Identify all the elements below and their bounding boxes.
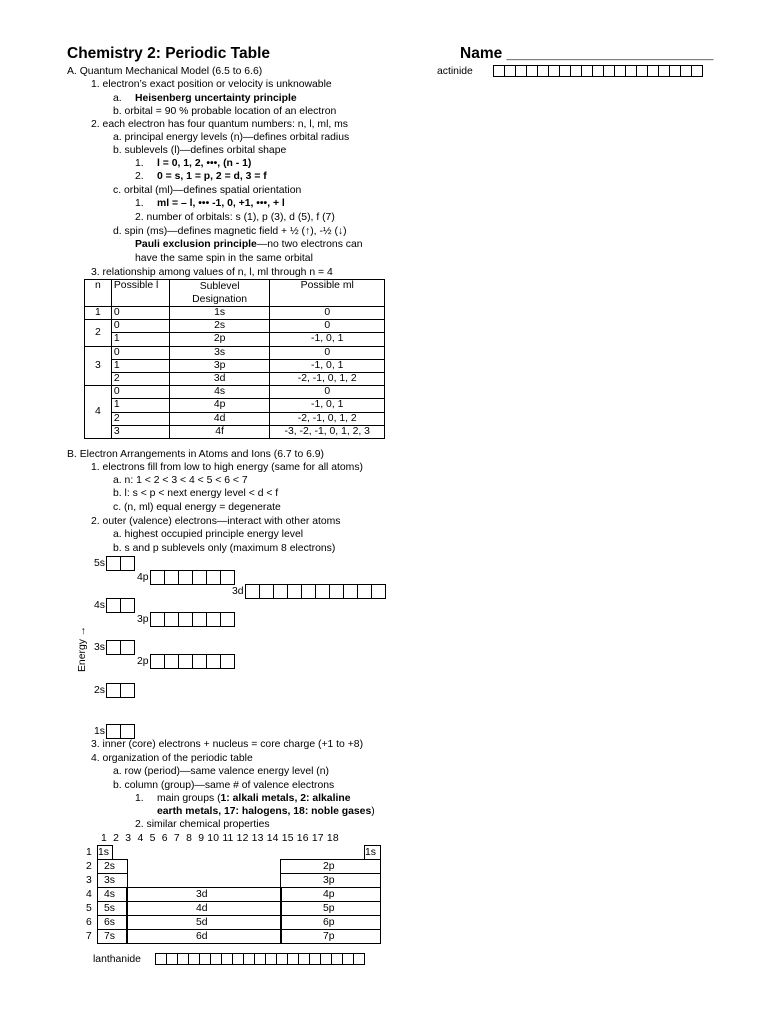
- orbital-label: 4s: [94, 599, 105, 611]
- item-a2b: b. sublevels (l)—defines orbital shape: [113, 145, 287, 156]
- item-a1: 1. electron’s exact position or velocity is unknowable: [91, 79, 332, 90]
- section-b-heading: B. Electron Arrangements in Atoms and Ions (6.7 to 6.9): [67, 449, 325, 460]
- item-a2: 2. each electron has four quantum numbers: n, l, ml, ms: [91, 119, 349, 130]
- item-b1c: c. (n, ml) equal energy = degenerate: [113, 502, 281, 513]
- cell: 2: [111, 372, 169, 385]
- period-number: 2: [86, 861, 92, 872]
- divider: [97, 901, 127, 902]
- item-a1b: b. orbital = 90 % probable location of an electron: [113, 106, 337, 117]
- actinide-boxes[interactable]: [493, 65, 703, 77]
- p-block-1s: [364, 845, 381, 860]
- cell: 3: [111, 425, 169, 438]
- cell: 4p: [169, 399, 270, 412]
- main-groups-post: ): [371, 806, 375, 817]
- cell: 4s: [169, 386, 270, 399]
- section-a-heading: A. Quantum Mechanical Model (6.5 to 6.6): [67, 66, 263, 77]
- s-cell: 2s: [104, 861, 115, 872]
- table-header-row: [85, 280, 385, 307]
- orbital-2s: [94, 683, 135, 698]
- period-number: 7: [86, 931, 92, 942]
- orbital-5s: [94, 556, 135, 571]
- orbital-label: 2s: [94, 684, 105, 696]
- item-b2a: a. highest occupied principle energy level: [113, 529, 304, 540]
- cell: 2p: [169, 333, 270, 346]
- divider: [97, 873, 127, 874]
- orbital-boxes[interactable]: [106, 640, 135, 655]
- p-cell: 6p: [323, 917, 335, 928]
- item-a1a-num: a.: [113, 93, 122, 104]
- cell: 0: [111, 386, 169, 399]
- orbital-boxes[interactable]: [106, 598, 135, 613]
- period-number: 1: [86, 847, 92, 858]
- cell-label: 1s: [365, 847, 376, 858]
- cell: 0: [111, 307, 169, 320]
- d-cell: 4d: [196, 903, 208, 914]
- item-a2d: d. spin (ms)—defines magnetic field + ½ (↑), -½ (↓): [113, 226, 347, 237]
- table-row: [85, 359, 385, 372]
- s-block-1s: [97, 845, 113, 860]
- item-a2b2: 0 = s, 1 = p, 2 = d, 3 = f: [157, 171, 267, 182]
- orbital-boxes[interactable]: [106, 556, 135, 571]
- cell-n: 2: [85, 320, 112, 346]
- item-a2c1-num: 1.: [135, 198, 144, 209]
- orbital-label: 1s: [94, 725, 105, 737]
- cell-n: 4: [85, 386, 112, 439]
- orbital-1s: [94, 724, 135, 739]
- item-b4a: a. row (period)—same valence energy level (n): [113, 766, 329, 777]
- cell: 1: [111, 399, 169, 412]
- item-b4b2: 2. similar chemical properties: [135, 819, 270, 830]
- cell: 0: [270, 346, 385, 359]
- header-n: n: [85, 280, 112, 307]
- table-row: [85, 372, 385, 385]
- item-a2d-pauli-line: [135, 238, 363, 251]
- item-a2a: a. principal energy levels (n)—defines orbital radius: [113, 132, 350, 143]
- orbital-label: 3p: [137, 613, 149, 625]
- cell: 1: [111, 359, 169, 372]
- s-cell: 3s: [104, 875, 115, 886]
- lanthanide-label: lanthanide: [93, 954, 141, 965]
- orbital-boxes[interactable]: [106, 724, 135, 739]
- item-b1: 1. electrons fill from low to high energy (same for all atoms): [91, 462, 363, 473]
- item-a2c1: ml = – l, ••• -1, 0, +1, •••, + l: [157, 198, 285, 209]
- main-groups-bold2: earth metals, 17: halogens, 18: noble gases: [157, 806, 372, 817]
- orbital-boxes[interactable]: [106, 683, 135, 698]
- orbital-2p: [137, 654, 235, 669]
- orbital-label: 3s: [94, 641, 105, 653]
- orbital-3s: [94, 640, 135, 655]
- item-a2c2: 2. number of orbitals: s (1), p (3), d (5), f (7): [135, 212, 335, 223]
- cell-n: 1: [85, 307, 112, 320]
- orbital-label: 4p: [137, 571, 149, 583]
- pauli-rest: —no two electrons can: [256, 239, 363, 250]
- item-b3: 3. inner (core) electrons + nucleus = core charge (+1 to +8): [91, 739, 364, 750]
- item-a2b2-num: 2.: [135, 171, 144, 182]
- energy-axis-label: Energy →: [77, 625, 88, 672]
- table-row: [85, 399, 385, 412]
- period-number: 6: [86, 917, 92, 928]
- lanthanide-boxes[interactable]: [155, 953, 365, 965]
- cell: 0: [270, 307, 385, 320]
- pauli-principle: Pauli exclusion principle: [135, 239, 257, 250]
- header-possible-l: Possible l: [111, 280, 169, 307]
- cell: 1s: [169, 307, 270, 320]
- p-cell: 3p: [323, 875, 335, 886]
- p-cell: 7p: [323, 931, 335, 942]
- cell: 3s: [169, 346, 270, 359]
- s-cell: 7s: [104, 931, 115, 942]
- s-cell: 5s: [104, 903, 115, 914]
- main-groups-bold: 1: alkali metals, 2: alkaline: [220, 793, 351, 804]
- orbital-4s: [94, 598, 135, 613]
- cell: -1, 0, 1: [270, 333, 385, 346]
- table-row: [85, 333, 385, 346]
- table-row: [85, 412, 385, 425]
- item-a1a: Heisenberg uncertainty principle: [135, 93, 297, 104]
- page-title: Chemistry 2: Periodic Table: [67, 45, 270, 62]
- item-b4b1-cont: [157, 805, 375, 818]
- item-a2b1-num: 1.: [135, 158, 144, 169]
- cell: 0: [270, 386, 385, 399]
- item-b4b1: [157, 792, 351, 805]
- cell: -2, -1, 0, 1, 2: [270, 372, 385, 385]
- period-number: 4: [86, 889, 92, 900]
- orbital-3p: [137, 612, 235, 627]
- cell: 4d: [169, 412, 270, 425]
- item-b4: 4. organization of the periodic table: [91, 753, 253, 764]
- divider: [97, 887, 127, 888]
- cell: -1, 0, 1: [270, 399, 385, 412]
- period-number: 5: [86, 903, 92, 914]
- cell: 4f: [169, 425, 270, 438]
- cell: 0: [111, 320, 169, 333]
- cell: 2s: [169, 320, 270, 333]
- group-numbers: 1 2 3 4 5 6 7 8 9 10 11 12 13 14 15 16 17 18: [101, 833, 339, 844]
- divider: [97, 929, 127, 930]
- table-row: [85, 386, 385, 399]
- main-groups-pre: main groups (: [157, 793, 221, 804]
- d-cell: 3d: [196, 889, 208, 900]
- item-a2c: c. orbital (ml)—defines spatial orientation: [113, 185, 302, 196]
- table-row: [85, 346, 385, 359]
- cell: 2: [111, 412, 169, 425]
- item-b1b: b. l: s < p < next energy level < d < f: [113, 488, 279, 499]
- cell: 3p: [169, 359, 270, 372]
- table-row: [85, 425, 385, 438]
- item-b4b: b. column (group)—same # of valence electrons: [113, 780, 335, 791]
- header-sublevel: Sublevel Designation: [169, 280, 270, 307]
- table-row: [85, 320, 385, 333]
- actinide-label: actinide: [437, 66, 473, 77]
- item-b2: 2. outer (valence) electrons—interact with other atoms: [91, 516, 341, 527]
- cell-label: 1s: [98, 847, 109, 858]
- d-cell: 6d: [196, 931, 208, 942]
- orbital-boxes[interactable]: [150, 654, 235, 669]
- orbital-label: 3d: [232, 585, 244, 597]
- p-cell: 4p: [323, 889, 335, 900]
- name-field[interactable]: Name ________________________: [460, 45, 714, 62]
- table-row: [85, 307, 385, 320]
- item-b1a: a. n: 1 < 2 < 3 < 4 < 5 < 6 < 7: [113, 475, 248, 486]
- divider: [97, 915, 127, 916]
- period-number: 3: [86, 875, 92, 886]
- item-b4b1-num: 1.: [135, 793, 144, 804]
- item-a2d-cont: have the same spin in the same orbital: [135, 253, 313, 264]
- cell-n: 3: [85, 346, 112, 386]
- cell: -3, -2, -1, 0, 1, 2, 3: [270, 425, 385, 438]
- d-cell: 5d: [196, 917, 208, 928]
- cell: -2, -1, 0, 1, 2: [270, 412, 385, 425]
- s-cell: 6s: [104, 917, 115, 928]
- header-possible-ml: Possible ml: [270, 280, 385, 307]
- p-cell: 2p: [323, 861, 335, 872]
- cell: 0: [270, 320, 385, 333]
- orbital-boxes[interactable]: [245, 584, 386, 599]
- cell: -1, 0, 1: [270, 359, 385, 372]
- orbital-3d: [232, 584, 386, 599]
- orbital-boxes[interactable]: [150, 570, 235, 585]
- cell: 3d: [169, 372, 270, 385]
- item-b2b: b. s and p sublevels only (maximum 8 electrons): [113, 543, 336, 554]
- s-cell: 4s: [104, 889, 115, 900]
- quantum-number-table: [84, 279, 385, 439]
- item-a2b1: l = 0, 1, 2, •••, (n - 1): [157, 158, 252, 169]
- cell: 1: [111, 333, 169, 346]
- cell: 0: [111, 346, 169, 359]
- p-cell: 5p: [323, 903, 335, 914]
- orbital-label: 2p: [137, 655, 149, 667]
- orbital-4p: [137, 570, 235, 585]
- orbital-boxes[interactable]: [150, 612, 235, 627]
- orbital-label: 5s: [94, 557, 105, 569]
- item-a3: 3. relationship among values of n, l, ml through n = 4: [91, 267, 333, 278]
